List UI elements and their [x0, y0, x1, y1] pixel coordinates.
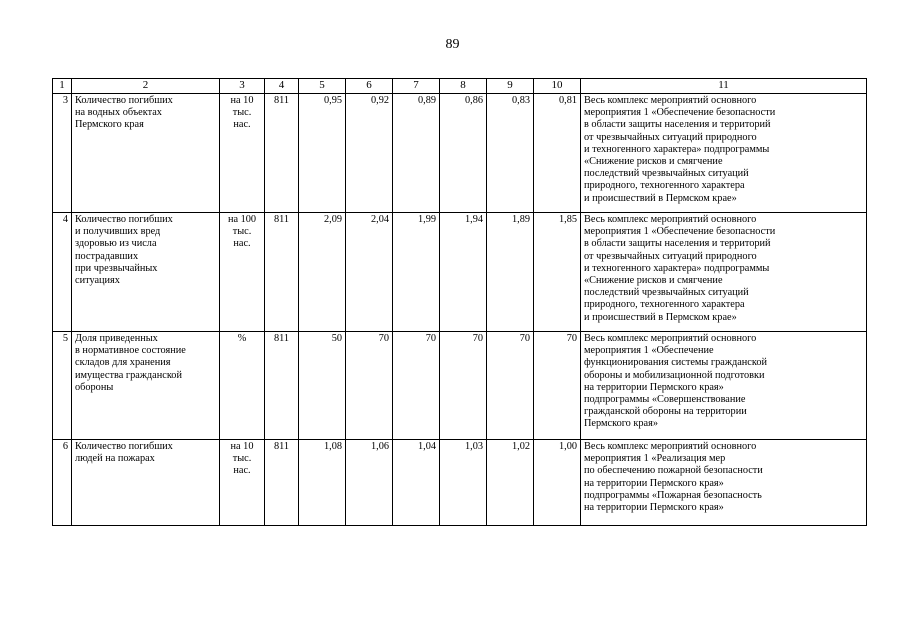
- activity-description: Весь комплекс мероприятий основного мероприятия 1 «Обеспечение безопасности в области защиты населения и территорий от чрезвычайных ситуаций природного и техногенного характера» подпрограммы «Снижение рисков и смягчение последствий чрезвычайных ситуаций природного, техногенного характера и происшествий в Пермском крае»: [581, 213, 867, 332]
- indicator-name: Количество погибших людей на пожарах: [72, 440, 220, 526]
- column-header: 5: [299, 79, 346, 94]
- column-header: 11: [581, 79, 867, 94]
- table-row: [53, 94, 867, 213]
- row-index: 4: [53, 213, 72, 332]
- column-header: 7: [393, 79, 440, 94]
- page-number: 89: [445, 37, 460, 52]
- code: 811: [265, 332, 299, 440]
- activity-description: Весь комплекс мероприятий основного мероприятия 1 «Обеспечение безопасности в области защиты населения и территорий от чрезвычайных ситуаций природного и техногенного характера» подпрограммы «Снижение рисков и смягчение последствий чрезвычайных ситуаций природного, техногенного характера и происшествий в Пермском крае»: [581, 94, 867, 213]
- value-cell: 70: [440, 332, 487, 440]
- value-cell: 1,04: [393, 440, 440, 526]
- value-cell: 70: [346, 332, 393, 440]
- code: 811: [265, 94, 299, 213]
- value-cell: 1,85: [534, 213, 581, 332]
- value-cell: 70: [393, 332, 440, 440]
- table-row: [53, 332, 867, 440]
- row-index: 6: [53, 440, 72, 526]
- activity-description: Весь комплекс мероприятий основного мероприятия 1 «Обеспечение функционирования системы гражданской обороны и мобилизационной подготовки на территории Пермского края» подпрограммы «Совершенствование гражданской обороны на территории Пермского края»: [581, 332, 867, 440]
- value-cell: 2,04: [346, 213, 393, 332]
- value-cell: 1,06: [346, 440, 393, 526]
- indicator-name: Количество погибших и получивших вред здоровью из числа пострадавших при чрезвычайных ситуациях: [72, 213, 220, 332]
- activity-description: Весь комплекс мероприятий основного мероприятия 1 «Реализация мер по обеспечению пожарной безопасности на территории Пермского края» подпрограммы «Пожарная безопасность на территории Пермского края»: [581, 440, 867, 526]
- code: 811: [265, 213, 299, 332]
- indicator-name: Доля приведенных в нормативное состояние складов для хранения имущества гражданской обороны: [72, 332, 220, 440]
- value-cell: 50: [299, 332, 346, 440]
- indicators-table: [52, 78, 867, 526]
- value-cell: 1,08: [299, 440, 346, 526]
- value-cell: 0,83: [487, 94, 534, 213]
- column-header: 1: [53, 79, 72, 94]
- column-header: 3: [220, 79, 265, 94]
- value-cell: 1,00: [534, 440, 581, 526]
- column-header: 4: [265, 79, 299, 94]
- column-header: 8: [440, 79, 487, 94]
- row-index: 5: [53, 332, 72, 440]
- value-cell: 0,86: [440, 94, 487, 213]
- value-cell: 70: [487, 332, 534, 440]
- table-row: [53, 440, 867, 526]
- column-header: 10: [534, 79, 581, 94]
- value-cell: 1,02: [487, 440, 534, 526]
- column-header: 2: [72, 79, 220, 94]
- unit: на 10 тыс. нас.: [220, 440, 265, 526]
- unit: %: [220, 332, 265, 440]
- value-cell: 1,94: [440, 213, 487, 332]
- table-row: [53, 213, 867, 332]
- value-cell: 1,89: [487, 213, 534, 332]
- unit: на 10 тыс. нас.: [220, 94, 265, 213]
- value-cell: 70: [534, 332, 581, 440]
- value-cell: 2,09: [299, 213, 346, 332]
- row-index: 3: [53, 94, 72, 213]
- value-cell: 1,99: [393, 213, 440, 332]
- column-header: 9: [487, 79, 534, 94]
- value-cell: 1,03: [440, 440, 487, 526]
- value-cell: 0,89: [393, 94, 440, 213]
- value-cell: 0,92: [346, 94, 393, 213]
- header-row: [53, 79, 867, 94]
- column-header: 6: [346, 79, 393, 94]
- value-cell: 0,81: [534, 94, 581, 213]
- unit: на 100 тыс. нас.: [220, 213, 265, 332]
- code: 811: [265, 440, 299, 526]
- value-cell: 0,95: [299, 94, 346, 213]
- indicator-name: Количество погибших на водных объектах Пермского края: [72, 94, 220, 213]
